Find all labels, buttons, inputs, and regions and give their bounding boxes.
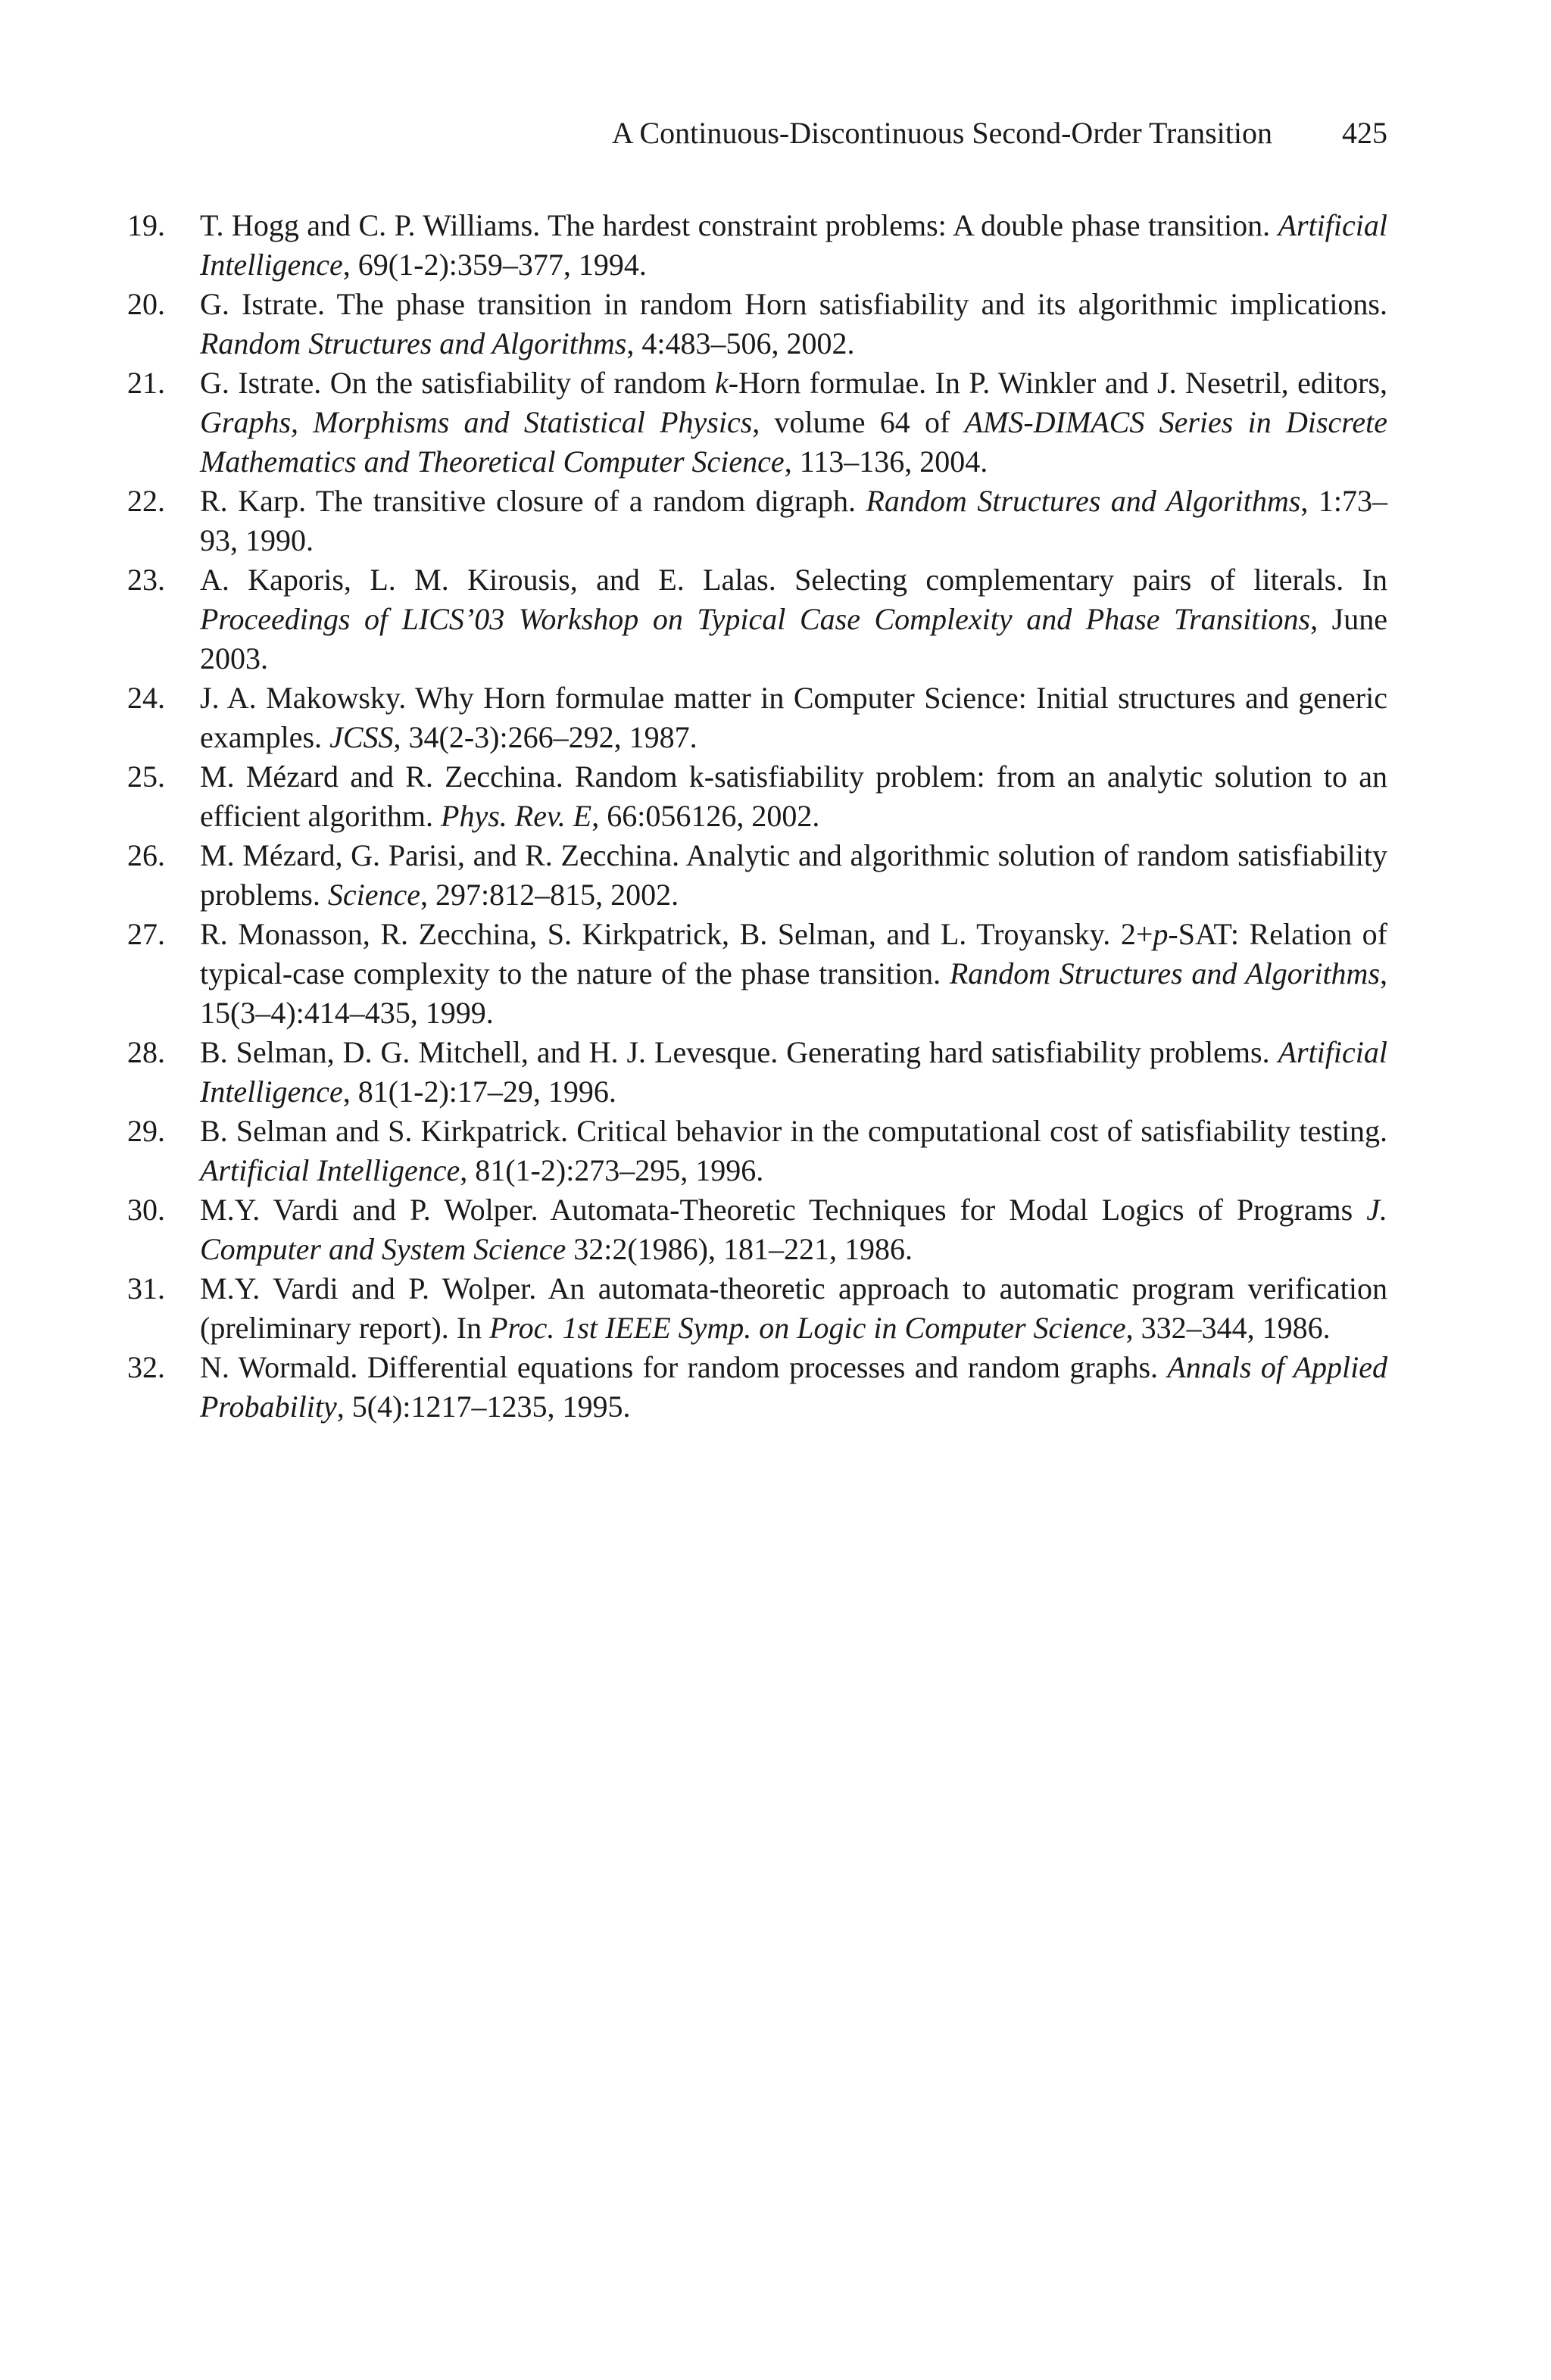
reference-italic-segment: Proc. 1st IEEE Symp. on Logic in Computer Science <box>489 1311 1126 1345</box>
reference-segment: , 5(4):1217–1235, 1995. <box>336 1390 631 1424</box>
reference-segment: , 66:056126, 2002. <box>591 799 820 833</box>
reference-segment: -Horn formulae. In P. Winkler and J. Nesetril, editors, <box>728 366 1388 400</box>
reference-number: 26. <box>127 838 165 872</box>
reference-segment: , 69(1-2):359–377, 1994. <box>342 248 647 282</box>
reference-italic-segment: Random Structures and Algorithms <box>866 484 1301 518</box>
reference-segment: -SAT: Relation of typical-case complexity to the nature of the phase transition. <box>200 917 1388 990</box>
reference-segment: M.Y. Vardi and P. Wolper. An automata-theoretic approach to automatic program verification (preliminary report). In <box>200 1271 1387 1345</box>
reference-text <box>200 1190 1387 1269</box>
reference-number: 24. <box>127 681 165 715</box>
running-head-title: A Continuous-Discontinuous Second-Order Transition <box>611 116 1272 150</box>
page-number: 425 <box>1342 116 1387 150</box>
reference-segment: , 4:483–506, 2002. <box>626 326 855 360</box>
running-head <box>200 112 1387 154</box>
reference-text <box>200 1269 1387 1348</box>
reference-italic-segment: JCSS <box>329 720 394 754</box>
reference-segment: R. Monasson, R. Zecchina, S. Kirkpatrick, B. Selman, and L. Troyansky. 2+ <box>200 917 1153 951</box>
reference-text <box>200 915 1387 1033</box>
reference-italic-segment: Artificial Intelligence <box>200 1035 1387 1109</box>
reference-segment: M.Y. Vardi and P. Wolper. Automata-Theoretic Techniques for Modal Logics of Programs <box>200 1193 1367 1227</box>
reference-number: 31. <box>127 1271 165 1305</box>
reference-segment: , volume 64 of <box>752 405 965 439</box>
reference-item <box>127 1269 1387 1348</box>
reference-list <box>127 206 1387 1427</box>
reference-number: 27. <box>127 917 165 951</box>
reference-italic-segment: Graphs, Morphisms and Statistical Physics <box>200 405 753 439</box>
reference-segment: A. Kaporis, L. M. Kirousis, and E. Lalas. Selecting complementary pairs of literals. In <box>200 563 1387 597</box>
reference-item <box>127 482 1387 560</box>
reference-text <box>200 757 1387 836</box>
reference-number: 20. <box>127 287 165 321</box>
reference-text <box>200 206 1387 285</box>
reference-segment: B. Selman and S. Kirkpatrick. Critical behavior in the computational cost of satisfiability testing. <box>200 1114 1387 1148</box>
reference-number: 29. <box>127 1114 165 1148</box>
reference-text <box>200 1348 1387 1427</box>
reference-item <box>127 678 1387 757</box>
reference-number: 32. <box>127 1350 165 1384</box>
reference-segment: J. A. Makowsky. Why Horn formulae matter in Computer Science: Initial structures and generic examples. <box>200 681 1387 754</box>
reference-text <box>200 1112 1387 1190</box>
reference-item <box>127 560 1387 678</box>
reference-segment: 32:2(1986), 181–221, 1986. <box>566 1232 913 1266</box>
reference-italic-segment: k <box>715 366 729 400</box>
reference-segment: M. Mézard and R. Zecchina. Random k-satisfiability problem: from an analytic solution to an efficient algorithm. <box>200 760 1387 833</box>
reference-item <box>127 757 1387 836</box>
reference-number: 22. <box>127 484 165 518</box>
reference-item <box>127 1033 1387 1112</box>
reference-number: 25. <box>127 760 165 794</box>
reference-italic-segment: Science <box>327 878 421 912</box>
reference-italic-segment: p <box>1153 917 1169 951</box>
reference-segment: , 34(2-3):266–292, 1987. <box>393 720 697 754</box>
reference-italic-segment: Random Structures and Algorithms <box>200 326 627 360</box>
reference-item <box>127 1112 1387 1190</box>
reference-text <box>200 836 1387 915</box>
reference-segment: M. Mézard, G. Parisi, and R. Zecchina. Analytic and algorithmic solution of random satisfiability problems. <box>200 838 1387 912</box>
reference-segment: , 113–136, 2004. <box>784 444 988 479</box>
reference-text <box>200 1033 1387 1112</box>
reference-segment: , 332–344, 1986. <box>1125 1311 1331 1345</box>
reference-item <box>127 1190 1387 1269</box>
reference-italic-segment: Phys. Rev. E <box>441 799 592 833</box>
reference-number: 19. <box>127 208 165 242</box>
reference-text <box>200 678 1387 757</box>
reference-segment: , 15(3–4):414–435, 1999. <box>200 956 1388 1030</box>
reference-segment: G. Istrate. On the satisfiability of random <box>200 366 716 400</box>
reference-text <box>200 363 1387 482</box>
reference-segment: , June 2003. <box>200 602 1387 675</box>
reference-segment: G. Istrate. The phase transition in random Horn satisfiability and its algorithmic implications. <box>200 287 1387 321</box>
reference-item <box>127 363 1387 482</box>
reference-item <box>127 915 1387 1033</box>
reference-italic-segment: Artificial Intelligence <box>200 1153 460 1187</box>
reference-text <box>200 482 1387 560</box>
reference-segment: , 81(1-2):273–295, 1996. <box>460 1153 764 1187</box>
reference-item <box>127 285 1387 363</box>
reference-italic-segment: J. Computer and System Science <box>200 1193 1387 1266</box>
reference-text <box>200 285 1387 363</box>
reference-segment: , 1:73–93, 1990. <box>200 484 1387 557</box>
reference-segment: , 297:812–815, 2002. <box>420 878 679 912</box>
reference-segment: N. Wormald. Differential equations for random processes and random graphs. <box>200 1350 1168 1384</box>
reference-text <box>200 560 1387 678</box>
reference-italic-segment: Proceedings of LICS’03 Workshop on Typical Case Complexity and Phase Transitions <box>200 602 1311 636</box>
reference-item <box>127 836 1387 915</box>
reference-number: 30. <box>127 1193 165 1227</box>
reference-number: 28. <box>127 1035 165 1069</box>
reference-italic-segment: AMS-DIMACS Series in Discrete Mathematics and Theoretical Computer Science <box>200 405 1387 479</box>
reference-segment: T. Hogg and C. P. Williams. The hardest constraint problems: A double phase transition. <box>200 208 1278 242</box>
reference-item <box>127 206 1387 285</box>
reference-italic-segment: Random Structures and Algorithms <box>949 956 1381 990</box>
reference-segment: , 81(1-2):17–29, 1996. <box>342 1075 616 1109</box>
reference-segment: R. Karp. The transitive closure of a random digraph. <box>200 484 866 518</box>
reference-italic-segment: Artificial Intelligence <box>200 208 1387 282</box>
reference-number: 23. <box>127 563 165 597</box>
reference-segment: B. Selman, D. G. Mitchell, and H. J. Levesque. Generating hard satisfiability problems. <box>200 1035 1278 1069</box>
reference-item <box>127 1348 1387 1427</box>
reference-number: 21. <box>127 366 165 400</box>
reference-italic-segment: Annals of Applied Probability <box>200 1350 1387 1424</box>
